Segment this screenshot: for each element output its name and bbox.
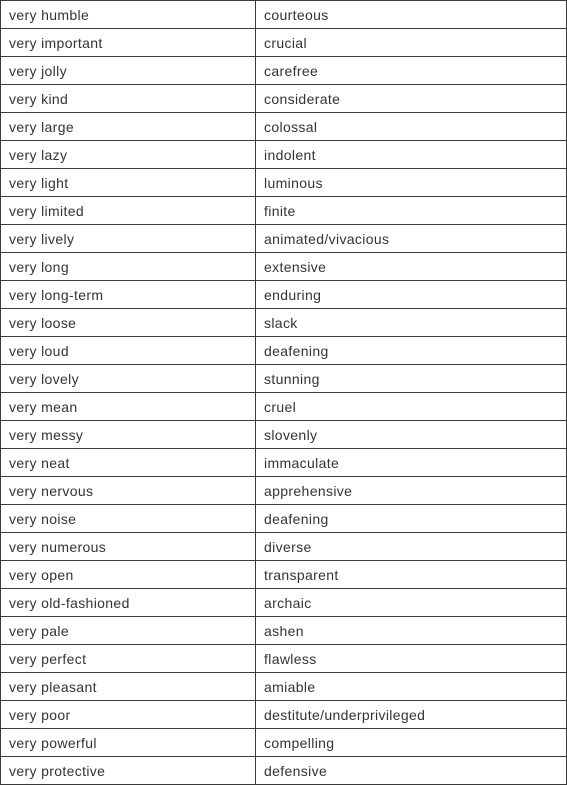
phrase-cell: very pleasant bbox=[1, 673, 256, 701]
synonym-cell: archaic bbox=[256, 589, 567, 617]
phrase-cell: very jolly bbox=[1, 57, 256, 85]
table-body bbox=[1, 1, 567, 785]
table-row bbox=[1, 29, 567, 57]
table-row bbox=[1, 561, 567, 589]
phrase-cell: very neat bbox=[1, 449, 256, 477]
synonym-cell: compelling bbox=[256, 729, 567, 757]
synonym-cell: ashen bbox=[256, 617, 567, 645]
table-row bbox=[1, 85, 567, 113]
phrase-cell: very powerful bbox=[1, 729, 256, 757]
table-row bbox=[1, 141, 567, 169]
synonym-cell: flawless bbox=[256, 645, 567, 673]
table-row bbox=[1, 673, 567, 701]
table-row bbox=[1, 57, 567, 85]
table-row bbox=[1, 589, 567, 617]
phrase-cell: very poor bbox=[1, 701, 256, 729]
synonym-cell: defensive bbox=[256, 757, 567, 785]
synonym-cell: finite bbox=[256, 197, 567, 225]
synonym-cell: considerate bbox=[256, 85, 567, 113]
table-row bbox=[1, 337, 567, 365]
phrase-cell: very noise bbox=[1, 505, 256, 533]
phrase-cell: very humble bbox=[1, 1, 256, 29]
phrase-cell: very lovely bbox=[1, 365, 256, 393]
synonym-cell: slovenly bbox=[256, 421, 567, 449]
table-row bbox=[1, 645, 567, 673]
synonym-cell: cruel bbox=[256, 393, 567, 421]
phrase-cell: very kind bbox=[1, 85, 256, 113]
phrase-cell: very mean bbox=[1, 393, 256, 421]
table-row bbox=[1, 309, 567, 337]
table-row bbox=[1, 169, 567, 197]
synonym-cell: amiable bbox=[256, 673, 567, 701]
phrase-cell: very important bbox=[1, 29, 256, 57]
phrase-cell: very numerous bbox=[1, 533, 256, 561]
synonym-cell: apprehensive bbox=[256, 477, 567, 505]
table-row bbox=[1, 393, 567, 421]
phrase-cell: very large bbox=[1, 113, 256, 141]
synonym-cell: enduring bbox=[256, 281, 567, 309]
table-row bbox=[1, 449, 567, 477]
table-row bbox=[1, 533, 567, 561]
synonym-cell: deafening bbox=[256, 337, 567, 365]
phrase-cell: very long bbox=[1, 253, 256, 281]
table-row bbox=[1, 477, 567, 505]
phrase-cell: very pale bbox=[1, 617, 256, 645]
phrase-cell: very limited bbox=[1, 197, 256, 225]
synonym-cell: animated/vivacious bbox=[256, 225, 567, 253]
table-row bbox=[1, 113, 567, 141]
synonym-cell: indolent bbox=[256, 141, 567, 169]
synonym-cell: luminous bbox=[256, 169, 567, 197]
synonym-cell: extensive bbox=[256, 253, 567, 281]
phrase-cell: very perfect bbox=[1, 645, 256, 673]
phrase-cell: very nervous bbox=[1, 477, 256, 505]
synonym-cell: diverse bbox=[256, 533, 567, 561]
phrase-cell: very lazy bbox=[1, 141, 256, 169]
table-row bbox=[1, 253, 567, 281]
table-row bbox=[1, 505, 567, 533]
synonym-cell: carefree bbox=[256, 57, 567, 85]
phrase-cell: very protective bbox=[1, 757, 256, 785]
table-row bbox=[1, 757, 567, 785]
synonym-cell: transparent bbox=[256, 561, 567, 589]
table-row bbox=[1, 365, 567, 393]
synonym-cell: immaculate bbox=[256, 449, 567, 477]
phrase-cell: very loose bbox=[1, 309, 256, 337]
table-row bbox=[1, 225, 567, 253]
phrase-cell: very messy bbox=[1, 421, 256, 449]
synonym-cell: courteous bbox=[256, 1, 567, 29]
synonym-cell: deafening bbox=[256, 505, 567, 533]
synonym-cell: destitute/underprivileged bbox=[256, 701, 567, 729]
table-row bbox=[1, 729, 567, 757]
table-row bbox=[1, 617, 567, 645]
phrase-cell: very loud bbox=[1, 337, 256, 365]
table-row bbox=[1, 701, 567, 729]
table-row bbox=[1, 1, 567, 29]
table-row bbox=[1, 197, 567, 225]
phrase-cell: very lively bbox=[1, 225, 256, 253]
phrase-cell: very light bbox=[1, 169, 256, 197]
phrase-cell: very open bbox=[1, 561, 256, 589]
synonym-cell: colossal bbox=[256, 113, 567, 141]
synonym-cell: crucial bbox=[256, 29, 567, 57]
synonym-cell: stunning bbox=[256, 365, 567, 393]
table-row bbox=[1, 281, 567, 309]
synonym-cell: slack bbox=[256, 309, 567, 337]
phrase-cell: very long-term bbox=[1, 281, 256, 309]
table-row bbox=[1, 421, 567, 449]
phrase-cell: very old-fashioned bbox=[1, 589, 256, 617]
